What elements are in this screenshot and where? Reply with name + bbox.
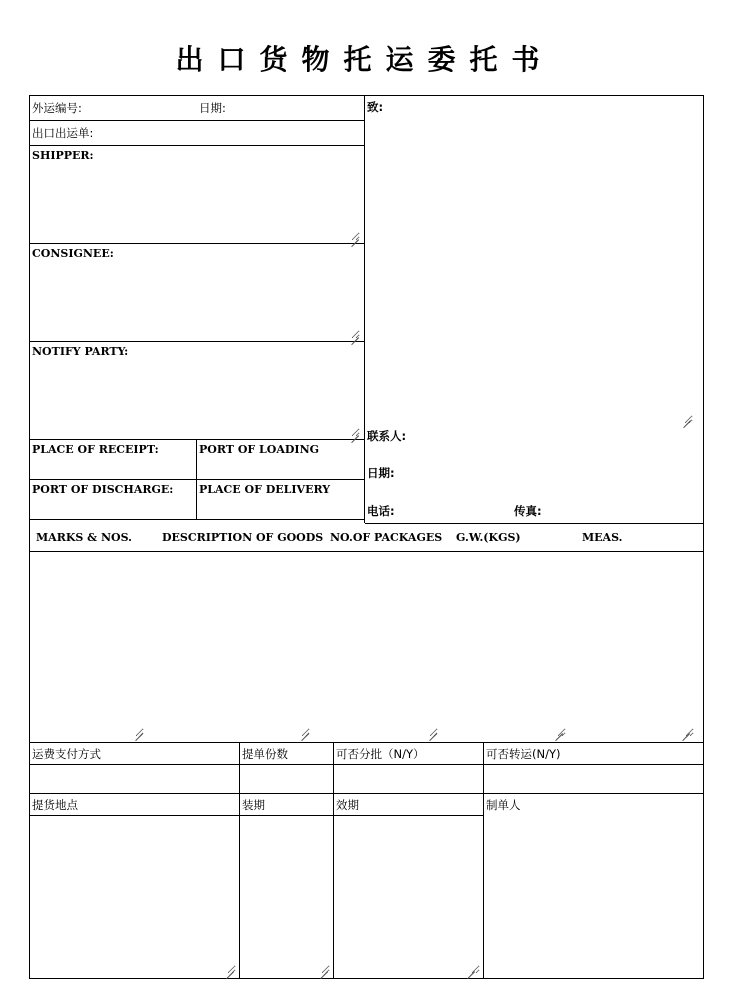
marks-nos-header: MARKS & NOS. (36, 531, 132, 544)
pickup-place-label: 提货地点 (32, 798, 78, 812)
header-date-label: 日期: (199, 101, 226, 115)
freight-payment-input[interactable] (32, 767, 236, 790)
phone-input[interactable] (400, 502, 508, 520)
partial-shipment-label: 可否分批（N/Y） (336, 747, 425, 761)
to-label: 致: (367, 100, 384, 114)
meas-header: MEAS. (582, 531, 623, 544)
consignee-textarea[interactable] (32, 263, 360, 339)
gross-weight-textarea[interactable] (444, 555, 566, 737)
port-of-discharge-label: PORT OF DISCHARGE: (32, 483, 174, 496)
contact-person-input[interactable] (412, 427, 697, 445)
resize-handle-icon[interactable] (135, 726, 143, 734)
export-shipping-input[interactable] (104, 124, 360, 142)
resize-handle-icon[interactable] (351, 428, 359, 436)
place-of-receipt-label: PLACE OF RECEIPT: (32, 443, 159, 456)
resize-handle-icon[interactable] (555, 726, 563, 734)
resize-handle-icon[interactable] (682, 726, 690, 734)
divider (29, 519, 365, 520)
consignee-label: CONSIGNEE: (32, 247, 114, 260)
validity-label: 效期 (336, 798, 359, 812)
bl-copies-label: 提单份数 (242, 747, 288, 761)
pickup-place-textarea[interactable] (32, 819, 236, 974)
shipper-textarea[interactable] (32, 165, 360, 241)
contact-date-input[interactable] (400, 464, 697, 482)
freight-payment-label: 运费支付方式 (32, 747, 101, 761)
transshipment-label: 可否转运(N/Y) (486, 747, 561, 761)
no-of-packages-header: NO.OF PACKAGES (330, 531, 443, 544)
resize-handle-icon[interactable] (429, 726, 437, 734)
description-of-goods-textarea[interactable] (150, 555, 310, 737)
divider (333, 742, 334, 979)
export-shipping-label: 出口出运单: (32, 126, 94, 140)
port-of-loading-label: PORT OF LOADING (199, 443, 320, 456)
contact-date-label: 日期: (367, 466, 395, 480)
resize-handle-icon[interactable] (301, 726, 309, 734)
divider (29, 764, 704, 765)
fax-input[interactable] (547, 502, 697, 520)
resize-handle-icon[interactable] (467, 964, 475, 972)
loading-period-textarea[interactable] (242, 819, 330, 974)
resize-handle-icon[interactable] (226, 964, 234, 972)
resize-handle-icon[interactable] (320, 964, 328, 972)
page-title: 出口货物托运委托书 (175, 43, 554, 76)
divider (29, 341, 365, 342)
partial-shipment-input[interactable] (336, 767, 480, 790)
divider (364, 95, 365, 523)
gross-weight-header: G.W.(KGS) (456, 531, 521, 544)
divider (29, 439, 365, 440)
shipper-label: SHIPPER: (32, 149, 94, 162)
no-of-packages-textarea[interactable] (316, 555, 438, 737)
contact-person-label: 联系人: (367, 429, 407, 443)
document-maker-textarea[interactable] (486, 815, 700, 975)
description-of-goods-header: DESCRIPTION OF GOODS (162, 531, 324, 544)
divider (483, 742, 484, 979)
document-maker-label: 制单人 (486, 798, 521, 812)
fax-label: 传真: (514, 504, 542, 518)
divider (29, 479, 365, 480)
resize-handle-icon[interactable] (351, 232, 359, 240)
divider (196, 439, 197, 519)
divider (29, 793, 704, 794)
notify-party-label: NOTIFY PARTY: (32, 345, 129, 358)
divider (239, 742, 240, 979)
divider (365, 523, 704, 524)
bl-copies-input[interactable] (242, 767, 330, 790)
loading-period-label: 装期 (242, 798, 265, 812)
place-of-delivery-label: PLACE OF DELIVERY (199, 483, 331, 496)
divider (29, 120, 365, 121)
header-date-input[interactable] (232, 99, 360, 117)
port-of-discharge-input[interactable] (32, 498, 192, 516)
divider (29, 243, 365, 244)
place-of-delivery-input[interactable] (199, 498, 359, 516)
meas-textarea[interactable] (572, 555, 694, 737)
divider (29, 815, 484, 816)
place-of-receipt-input[interactable] (32, 458, 192, 476)
port-of-loading-input[interactable] (199, 458, 359, 476)
to-textarea[interactable] (367, 116, 693, 424)
divider (29, 551, 704, 552)
transshipment-input[interactable] (486, 767, 700, 790)
resize-handle-icon[interactable] (351, 330, 359, 338)
resize-handle-icon[interactable] (683, 413, 691, 421)
marks-nos-textarea[interactable] (32, 555, 144, 737)
validity-textarea[interactable] (336, 819, 480, 974)
waiyun-no-input[interactable] (92, 99, 192, 117)
notify-party-textarea[interactable] (32, 361, 360, 437)
divider (29, 145, 365, 146)
phone-label: 电话: (367, 504, 395, 518)
divider (29, 742, 704, 743)
waiyun-no-label: 外运编号: (32, 101, 82, 115)
